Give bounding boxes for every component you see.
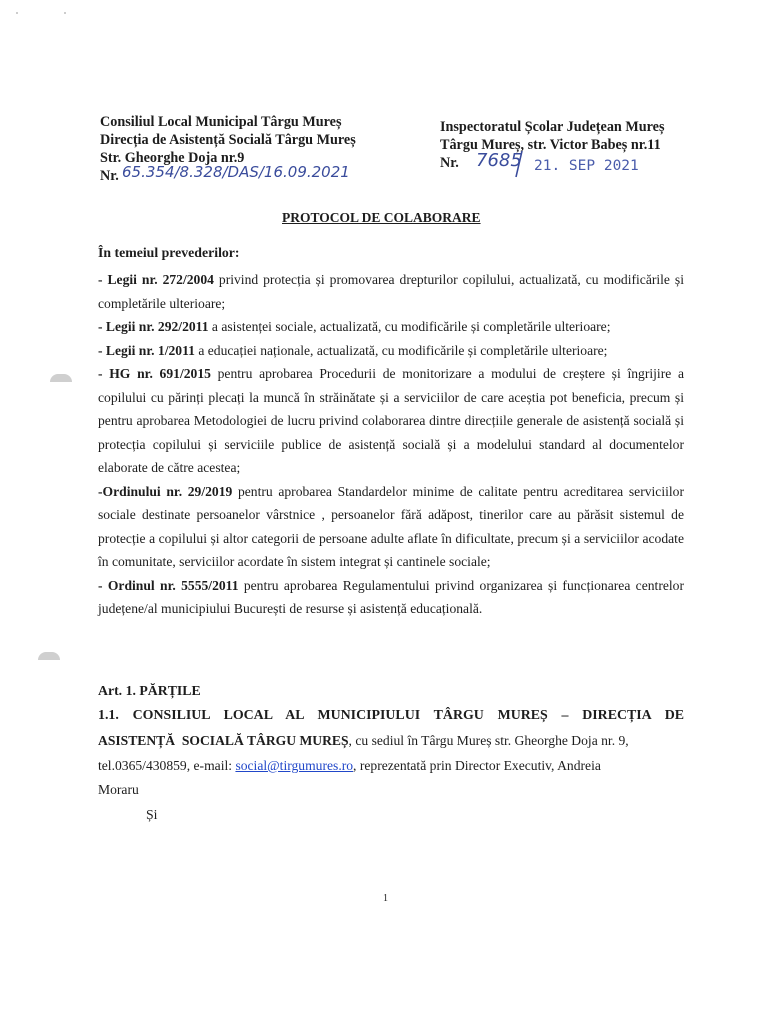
recipient-institution: Inspectoratul Școlar Județean Mureș — [440, 119, 665, 135]
punch-hole-shadow — [50, 374, 72, 382]
sender-department: Direcția de Asistență Socială Târgu Mureș — [100, 132, 356, 148]
legal-reference-description: pentru aprobarea Procedurii de monitorizare a modului de creștere și îngrijire a copilului cu părinți plecați la muncă în străinătate și a serviciilor de care aceștia pot beneficia, precum și pentru aprobarea Metodologiei de lucru privind colaborarea dintre direcțiile generale de asistență socială și protecția copilului și serviciile publice de asistență socială și a modelului standard al documentelor elaborate de către acestea; — [98, 366, 684, 475]
legal-reference-description: a asistenței sociale, actualizată, cu modificările și completările ulterioare; — [208, 319, 611, 334]
legal-basis-intro: În temeiul prevederilor: — [98, 245, 240, 260]
party-one-line-2 — [98, 733, 684, 749]
sender-address: Str. Gheorghe Doja nr.9 — [100, 150, 245, 166]
legal-reference-description: a educației naționale, actualizată, cu modificările și completările ulterioare; — [194, 342, 608, 358]
party-one-contact-line — [98, 758, 684, 774]
legal-reference-description: privind protecția și promovarea drepturilor copilului, actualizată, cu modificările și completările ulterioare; — [98, 272, 684, 311]
registration-date-stamp: 21. SEP 2021 — [534, 158, 639, 174]
legal-basis-item — [98, 268, 684, 315]
legal-reference-description: pentru aprobarea Standardelor minime de calitate pentru acreditarea serviciilor sociale destinate persoanelor vârstnice , persoanelor fără adăpost, tinerilor care au părăsit sistemul de protecție a copilului și altor categorii de persoane adulte aflate în dificultate, precum și a serviciilor acodate în comunitate, serviciilor acordate în sistem integrat și cantinele sociale; — [98, 483, 684, 569]
legal-basis-item — [98, 574, 684, 621]
legal-reference: -Ordinului nr. 29/2019 — [98, 483, 233, 499]
document-title: PROTOCOL DE COLABORARE — [282, 210, 481, 225]
article-heading: Art. 1. PĂRȚILE — [98, 683, 201, 698]
legal-reference: - HG nr. 691/2015 — [98, 366, 211, 381]
legal-reference: - Legii nr. 1/2011 — [98, 342, 195, 358]
scan-speck — [16, 12, 18, 14]
scan-speck — [64, 12, 66, 14]
recipient-registration-number-handwritten: 7685 — [476, 150, 522, 171]
legal-reference: - Legii nr. 272/2004 — [98, 272, 214, 287]
legal-reference: - Legii nr. 292/2011 — [98, 319, 209, 334]
legal-basis-item — [98, 315, 684, 339]
party-one-name-line: 1.1. CONSILIUL LOCAL AL MUNICIPIULUI TÂRGU MUREȘ – DIRECȚIA DE — [98, 708, 684, 723]
party-one-phone: tel.0365/430859, e-mail: — [98, 758, 236, 773]
legal-basis-list — [98, 268, 684, 621]
legal-reference: - Ordinul nr. 5555/2011 — [98, 577, 239, 593]
handwritten-slash-mark — [512, 149, 524, 179]
recipient-address: Târgu Mureș, str. Victor Babeș nr.11 — [440, 137, 661, 153]
punch-hole-shadow — [38, 652, 60, 660]
legal-basis-item — [98, 339, 684, 363]
legal-basis-item — [98, 480, 684, 574]
conjunction-and: Și — [146, 807, 158, 822]
sender-registration-label: Nr. — [100, 168, 119, 184]
sender-registration-number-handwritten: 65.354/8.328/DAS/16.09.2021 — [122, 163, 350, 181]
party-one-name-continued: ASISTENȚĂ SOCIALĂ TÂRGU MUREȘ — [98, 733, 349, 748]
legal-reference-description: pentru aprobarea Regulamentului privind organizarea și funcționarea centrelor județene/al municipiului București de resurse și asistență educațională. — [98, 577, 684, 616]
legal-basis-item — [98, 362, 684, 480]
party-one-address: , cu sediul în Târgu Mureș str. Gheorghe Doja nr. 9, — [348, 733, 629, 748]
recipient-registration-label: Nr. — [440, 155, 459, 171]
party-one-email-link[interactable]: social@tirgumures.ro — [235, 758, 354, 773]
sender-institution: Consiliul Local Municipal Târgu Mureș — [100, 114, 342, 130]
party-one-representative-name: Moraru — [98, 782, 139, 797]
page-number: 1 — [383, 893, 388, 904]
party-one-representative: , reprezentată prin Director Executiv, Andreia — [353, 758, 601, 773]
